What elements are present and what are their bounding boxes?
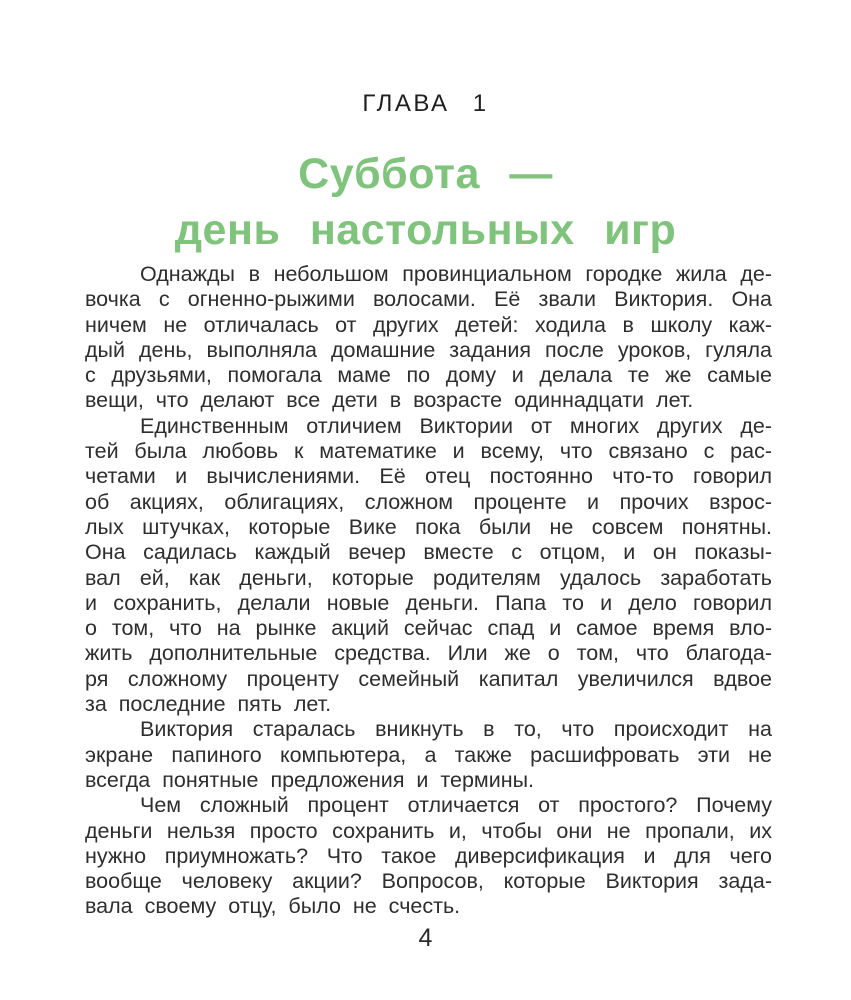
body-line: об акциях, облигациях, сложном проценте и прочих взрос- bbox=[85, 489, 772, 514]
body-line: четами и вычислениями. Её отец постоянно что-то говорил bbox=[85, 464, 772, 489]
body-line: ря сложному проценту семейный капитал увеличился вдвое bbox=[85, 666, 772, 691]
body-line: дый день, выполняла домашние задания после уроков, гуляла bbox=[85, 337, 772, 362]
body-line: за последние пять лет. bbox=[85, 692, 332, 717]
chapter-label: ГЛАВА 1 bbox=[362, 90, 489, 117]
body-line: жить дополнительные средства. Или же о том, что благода- bbox=[85, 641, 772, 666]
body-line: и сохранить, делали новые деньги. Папа то и дело говорил bbox=[85, 590, 772, 615]
body-line: лых штучках, которые Вике пока были не совсем понятны. bbox=[85, 514, 772, 539]
body-line: вочка с огненно-рыжими волосами. Её звали Виктория. Она bbox=[85, 287, 772, 312]
body-line: Чем сложный процент отличается от простого? Почему bbox=[140, 793, 772, 818]
body-line: вообще человеку акции? Вопросов, которые Виктория зада- bbox=[85, 869, 772, 894]
body-line: о том, что на рынке акций сейчас спад и самое время вло- bbox=[85, 616, 772, 641]
body-line: деньги нельзя просто сохранить и, чтобы они не пропали, их bbox=[85, 818, 772, 843]
body-line: Однажды в небольшом провинциальном городке жила де- bbox=[140, 262, 772, 286]
page-number: 4 bbox=[418, 924, 433, 952]
body-line: Она садилась каждый вечер вместе с отцом, и он показы- bbox=[85, 540, 772, 565]
chapter-title-line-1: Суббота — bbox=[298, 150, 553, 198]
body-line: нужно приумножать? Что такое диверсификация и для чего bbox=[85, 843, 772, 868]
body-line: Единственным отличием Виктории от многих других де- bbox=[140, 413, 772, 438]
body-line: экране папиного компьютера, а также расшифровать эти не bbox=[85, 742, 772, 767]
body-line: с друзьями, помогала маме по дому и делала те же самые bbox=[85, 363, 772, 388]
body-line: вещи, что делают все дети в возрасте одиннадцати лет. bbox=[85, 388, 694, 413]
body-line: вал ей, как деньги, которые родителям удалось заработать bbox=[85, 565, 772, 590]
body-line: всегда понятные предложения и термины. bbox=[85, 767, 535, 792]
body-text bbox=[85, 262, 772, 920]
body-line: Виктория старалась вникнуть в то, что происходит на bbox=[140, 717, 772, 742]
body-line: вала своему отцу, было не счесть. bbox=[85, 894, 461, 919]
chapter-title-line-2: день настольных игр bbox=[174, 206, 677, 254]
chapter-title bbox=[0, 146, 851, 258]
body-line: ничем не отличалась от других детей: ходила в школу каж- bbox=[85, 312, 772, 337]
body-line: тей была любовь к математике и всему, что связано с рас- bbox=[85, 439, 772, 464]
